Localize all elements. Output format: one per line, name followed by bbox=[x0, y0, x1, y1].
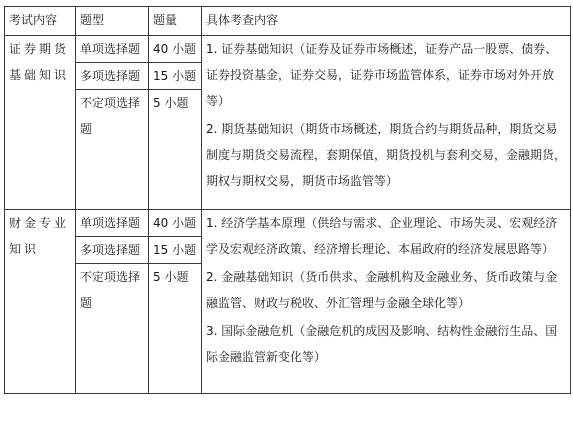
content-item: 2. 期货基础知识（期货市场概述，期货合约与期货品种，期货交易制度与期货交易流程，套期保值，期货投机与套利交易，金融期货，期权与期权交易，期货市场监管等） bbox=[206, 122, 567, 188]
content-item: 3. 国际金融危机（金融危机的成因及影响、结构性金融衍生品、国际金融监管新变化等） bbox=[206, 324, 558, 364]
question-type: 不定项选择题 bbox=[76, 90, 149, 210]
header-subject: 考试内容 bbox=[5, 7, 76, 36]
table-row bbox=[5, 210, 571, 237]
question-type: 多项选择题 bbox=[76, 63, 149, 90]
content-item: 1. 经济学基本原理（供给与需求、企业理论、市场失灵、宏观经济学及宏观经济政策、经济增长理论、本届政府的经济发展思路等） bbox=[206, 216, 558, 256]
header-type: 题型 bbox=[76, 7, 149, 36]
header-content: 具体考查内容 bbox=[202, 7, 571, 36]
question-count: 40 小题 bbox=[149, 210, 202, 237]
question-count: 15 小题 bbox=[149, 63, 202, 90]
table-row bbox=[5, 36, 571, 63]
question-type: 单项选择题 bbox=[76, 210, 149, 237]
content-securities-futures bbox=[202, 36, 571, 210]
content-item: 2. 金融基础知识（货币供求、金融机构及金融业务、货币政策与金融监管、财政与税收、外汇管理与金融全球化等） bbox=[206, 270, 558, 310]
question-type: 不定项选择题 bbox=[76, 264, 149, 394]
question-type: 多项选择题 bbox=[76, 237, 149, 264]
content-finance bbox=[202, 210, 571, 394]
question-count: 40 小题 bbox=[149, 36, 202, 63]
question-count: 5 小题 bbox=[149, 90, 202, 210]
exam-content-table bbox=[4, 6, 571, 394]
question-count: 5 小题 bbox=[149, 264, 202, 394]
header-count: 题量 bbox=[149, 7, 202, 36]
content-item: 1. 证券基础知识（证券及证券市场概述，证券产品一股票、债券、证券投资基金，证券交易，证券市场监管体系，证券市场对外开放等） bbox=[206, 42, 558, 108]
table-header-row bbox=[5, 7, 571, 36]
subject-securities-futures: 证券期货基础知识 bbox=[5, 36, 76, 210]
question-type: 单项选择题 bbox=[76, 36, 149, 63]
subject-finance: 财金专业知识 bbox=[5, 210, 76, 394]
question-count: 15 小题 bbox=[149, 237, 202, 264]
